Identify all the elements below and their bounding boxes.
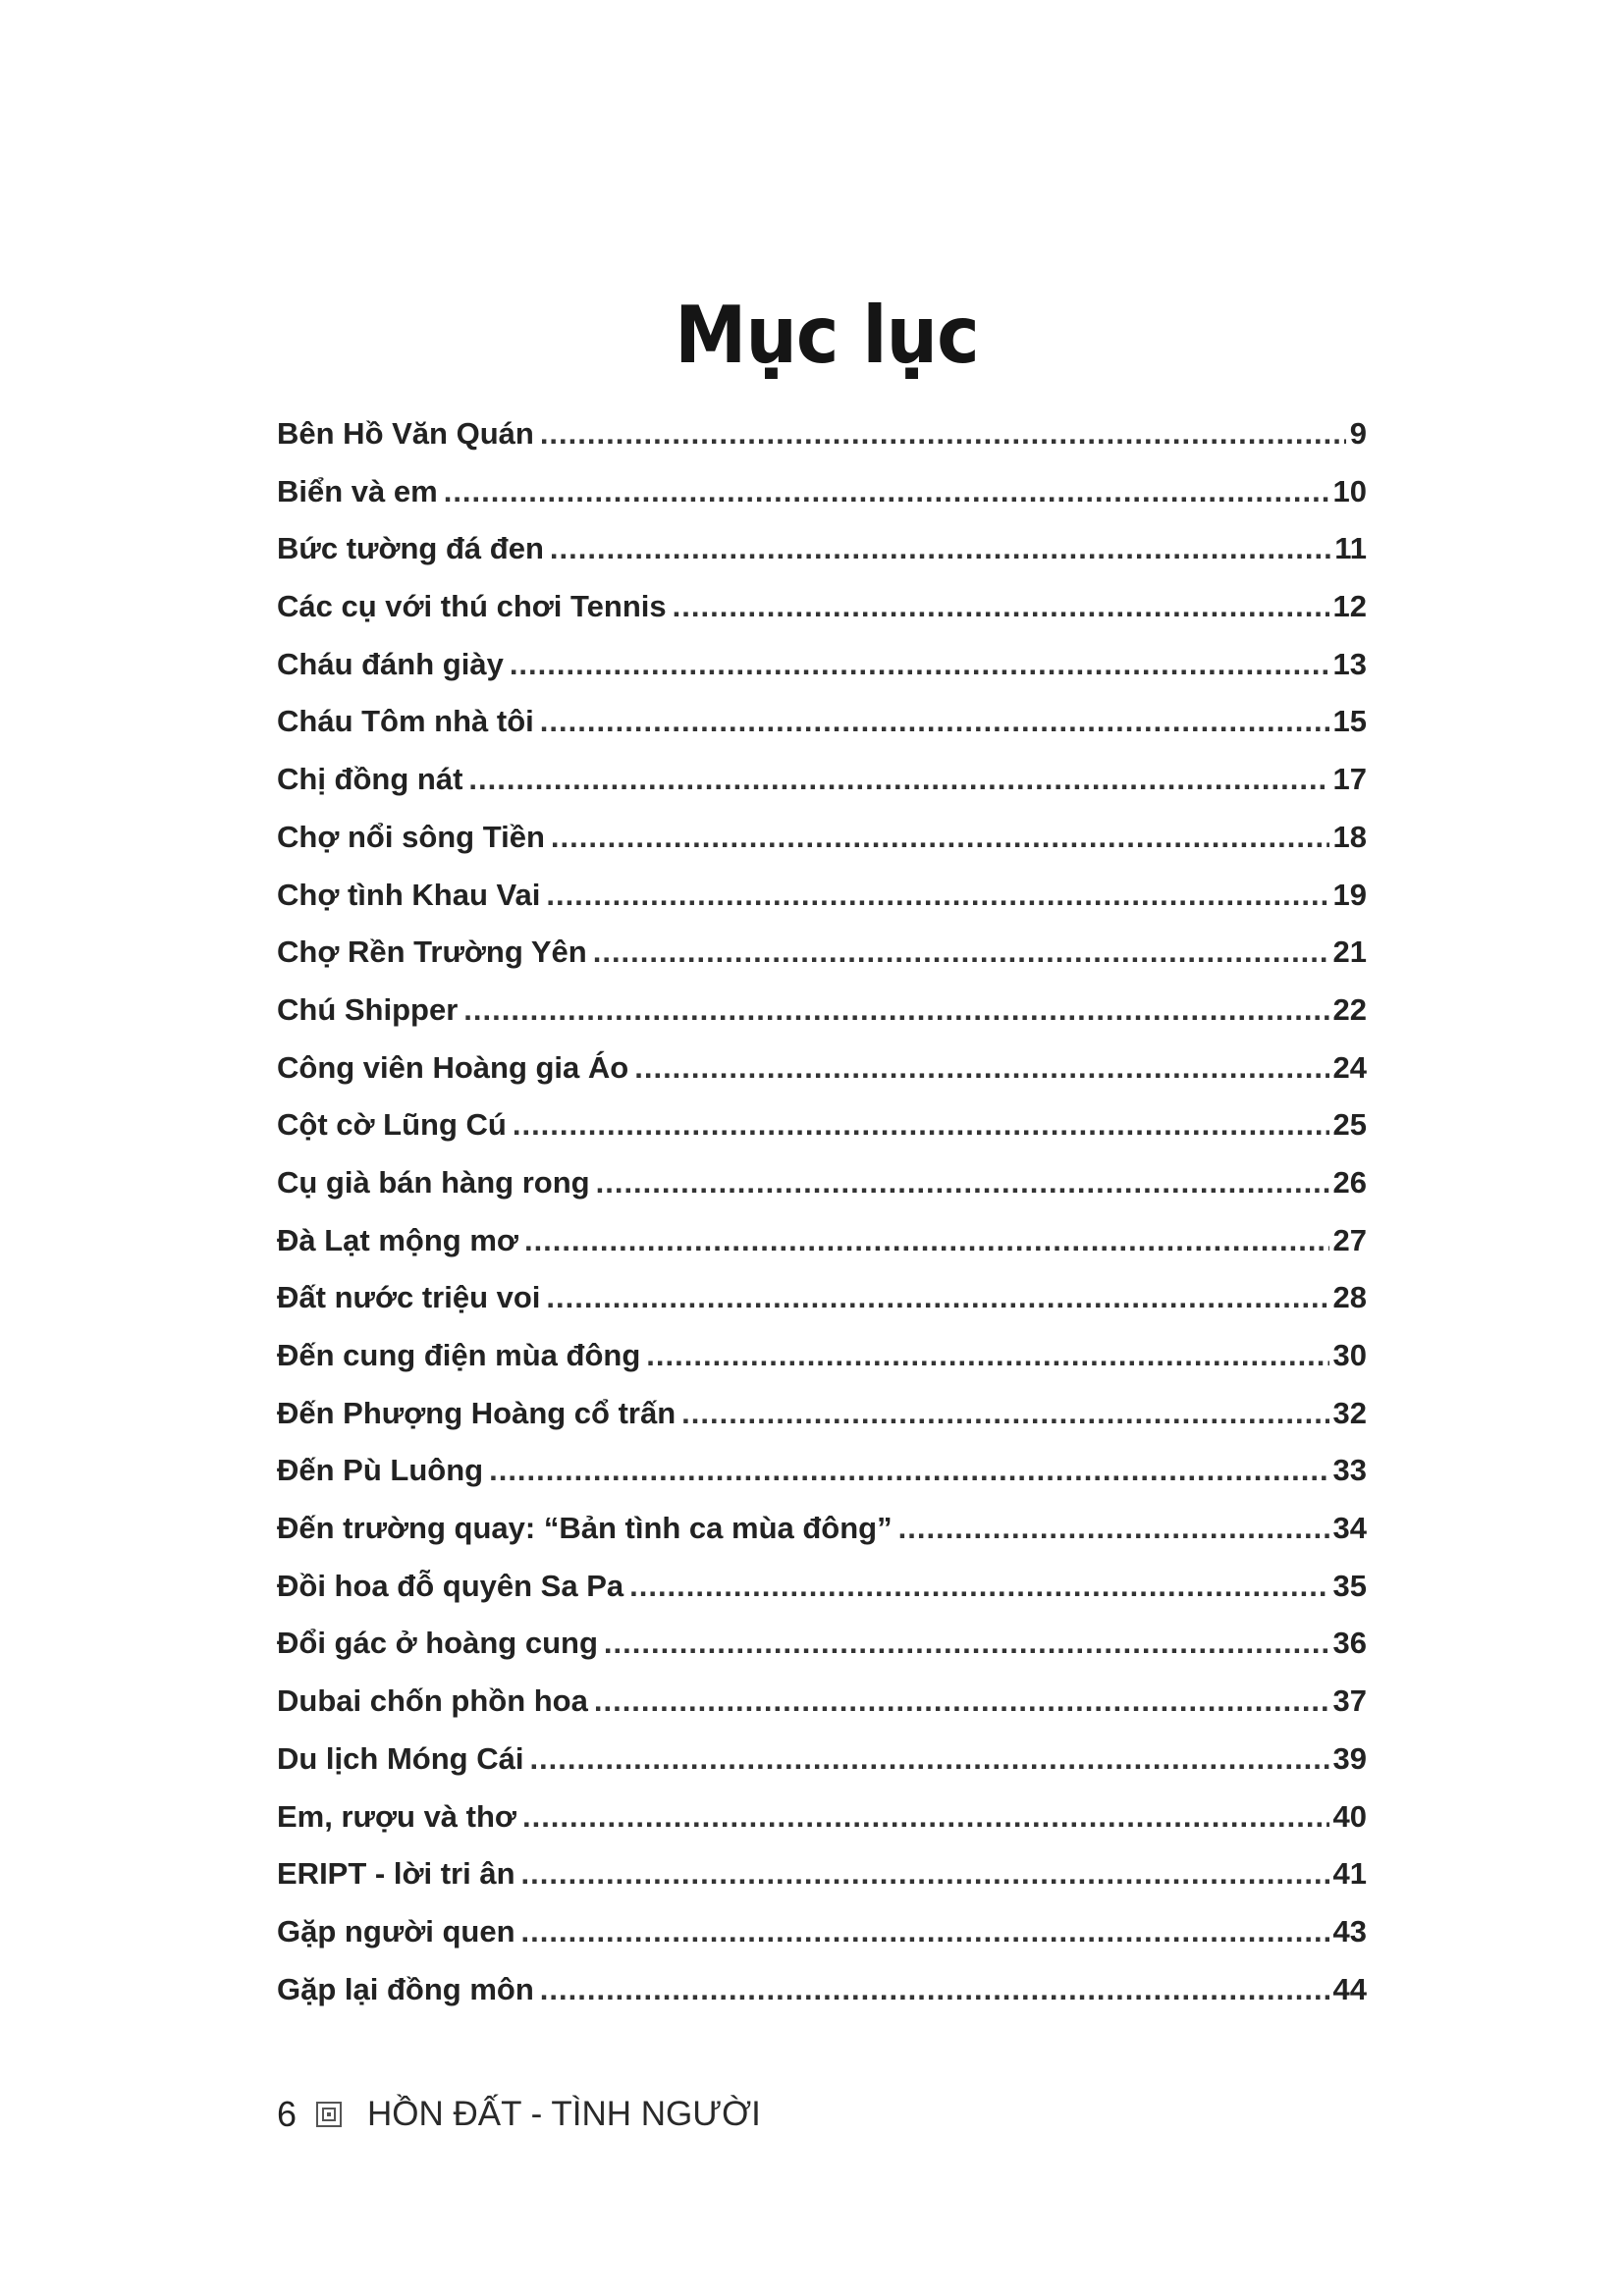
- toc-entry-title: Đà Lạt mộng mơ: [277, 1222, 518, 1257]
- toc-entry[interactable]: [277, 463, 1367, 521]
- toc-entry-title: Cháu Tôm nhà tôi: [277, 704, 534, 739]
- page-footer: [277, 2087, 761, 2142]
- toc-entry-title: Em, rượu và thơ: [277, 1798, 516, 1834]
- toc-entry-page: 30: [1332, 1338, 1367, 1372]
- footer-page-number: 6: [277, 2094, 298, 2134]
- toc-entry[interactable]: [277, 1615, 1367, 1673]
- toc-entry-title: Đổi gác ở hoàng cung: [277, 1626, 598, 1661]
- toc-dot-leader: [468, 751, 1328, 809]
- toc-dot-leader: [593, 924, 1329, 982]
- toc-dot-leader: [522, 1789, 1329, 1846]
- toc-entry-page: 26: [1332, 1164, 1367, 1200]
- toc-entry[interactable]: [277, 1903, 1367, 1961]
- toc-entry-title: Cột cờ Lũng Cú: [277, 1107, 507, 1143]
- toc-entry-page: 12: [1332, 589, 1367, 624]
- toc-entry-page: 43: [1332, 1913, 1367, 1949]
- toc-entry-page: 44: [1332, 1971, 1367, 2006]
- toc-dot-leader: [521, 1845, 1329, 1903]
- toc-dot-leader: [594, 1673, 1329, 1731]
- toc-dot-leader: [540, 693, 1329, 751]
- toc-entry-page: 13: [1332, 646, 1367, 681]
- toc-entry-page: 21: [1332, 934, 1367, 970]
- toc-entry[interactable]: [277, 1327, 1367, 1385]
- toc-entry-title: Cháu đánh giày: [277, 646, 504, 681]
- toc-entry-title: Chú Shipper: [277, 991, 459, 1027]
- toc-dot-leader: [513, 1096, 1329, 1154]
- toc-entry-title: Gặp lại đồng môn: [277, 1971, 534, 2006]
- toc-entry-page: 24: [1332, 1049, 1367, 1085]
- toc-dot-leader: [463, 982, 1328, 1040]
- table-of-contents: [277, 405, 1367, 2018]
- toc-entry-page: 10: [1332, 473, 1367, 508]
- toc-entry-title: Bức tường đá đen: [277, 531, 544, 566]
- toc-dot-leader: [529, 1731, 1328, 1789]
- toc-entry-title: Các cụ với thú chơi Tennis: [277, 589, 667, 624]
- toc-entry-page: 35: [1332, 1568, 1367, 1603]
- toc-entry-page: 25: [1332, 1107, 1367, 1143]
- toc-entry[interactable]: [277, 1845, 1367, 1903]
- toc-entry[interactable]: [277, 924, 1367, 982]
- toc-dot-leader: [634, 1040, 1328, 1097]
- toc-entry-page: 34: [1332, 1511, 1367, 1546]
- toc-dot-leader: [521, 1903, 1329, 1961]
- toc-entry-page: 19: [1332, 877, 1367, 912]
- toc-entry[interactable]: [277, 1096, 1367, 1154]
- toc-entry[interactable]: [277, 636, 1367, 694]
- toc-entry-page: 33: [1332, 1453, 1367, 1488]
- toc-entry[interactable]: [277, 1269, 1367, 1327]
- toc-entry-page: 18: [1332, 819, 1367, 854]
- toc-entry[interactable]: [277, 982, 1367, 1040]
- toc-entry-page: 11: [1334, 531, 1367, 566]
- toc-entry[interactable]: [277, 1500, 1367, 1558]
- toc-entry[interactable]: [277, 1385, 1367, 1443]
- toc-entry[interactable]: [277, 1558, 1367, 1616]
- toc-entry[interactable]: [277, 1442, 1367, 1500]
- toc-entry-title: Đến Pù Luông: [277, 1453, 484, 1488]
- square-ornament-icon: [316, 2102, 342, 2127]
- toc-entry[interactable]: [277, 1789, 1367, 1846]
- toc-entry-title: Chợ Rền Trường Yên: [277, 934, 587, 970]
- toc-dot-leader: [524, 1212, 1329, 1270]
- toc-entry-title: Đến Phượng Hoàng cổ trấn: [277, 1395, 677, 1430]
- toc-dot-leader: [673, 578, 1329, 636]
- toc-entry-title: Đến trường quay: “Bản tình ca mùa đông”: [277, 1511, 893, 1546]
- toc-entry-page: 40: [1332, 1798, 1367, 1834]
- toc-entry[interactable]: [277, 751, 1367, 809]
- toc-entry-page: 27: [1332, 1222, 1367, 1257]
- toc-entry-title: Chợ nổi sông Tiền: [277, 819, 545, 854]
- toc-entry-page: 15: [1332, 704, 1367, 739]
- toc-entry[interactable]: [277, 1040, 1367, 1097]
- toc-entry-page: 17: [1332, 762, 1367, 797]
- toc-entry-title: Chợ tình Khau Vai: [277, 877, 541, 912]
- toc-entry-page: 41: [1332, 1856, 1367, 1892]
- toc-dot-leader: [629, 1558, 1328, 1616]
- toc-entry-title: Du lịch Móng Cái: [277, 1740, 524, 1776]
- toc-entry[interactable]: [277, 405, 1367, 463]
- toc-entry[interactable]: [277, 1731, 1367, 1789]
- toc-dot-leader: [540, 405, 1346, 463]
- toc-dot-leader: [489, 1442, 1328, 1500]
- toc-entry-title: Dubai chốn phồn hoa: [277, 1683, 588, 1719]
- toc-entry-page: 39: [1332, 1740, 1367, 1776]
- toc-entry-page: 28: [1332, 1280, 1367, 1315]
- toc-dot-leader: [546, 1269, 1328, 1327]
- toc-entry-title: Chị đồng nát: [277, 762, 463, 797]
- toc-dot-leader: [551, 809, 1329, 867]
- toc-entry-page: 9: [1349, 416, 1367, 451]
- toc-entry-title: ERIPT - lời tri ân: [277, 1856, 515, 1892]
- toc-entry[interactable]: [277, 578, 1367, 636]
- toc-entry[interactable]: [277, 1673, 1367, 1731]
- toc-entry[interactable]: [277, 1212, 1367, 1270]
- toc-dot-leader: [596, 1154, 1329, 1212]
- toc-entry[interactable]: [277, 809, 1367, 867]
- toc-entry[interactable]: [277, 520, 1367, 578]
- toc-entry-title: Công viên Hoàng gia Áo: [277, 1049, 629, 1085]
- toc-entry-title: Biển và em: [277, 473, 438, 508]
- toc-entry-page: 22: [1332, 991, 1367, 1027]
- toc-entry[interactable]: [277, 693, 1367, 751]
- toc-dot-leader: [604, 1615, 1329, 1673]
- toc-dot-leader: [444, 463, 1329, 521]
- toc-entry-title: Đất nước triệu voi: [277, 1280, 541, 1315]
- toc-dot-leader: [510, 636, 1329, 694]
- toc-entry-title: Bên Hồ Văn Quán: [277, 416, 534, 451]
- toc-entry[interactable]: [277, 867, 1367, 925]
- footer-book-title: HỒN ĐẤT - TÌNH NGƯỜI: [367, 2095, 761, 2133]
- toc-entry-title: Đồi hoa đỗ quyên Sa Pa: [277, 1568, 624, 1603]
- toc-entry-page: 32: [1332, 1395, 1367, 1430]
- toc-entry-title: Cụ già bán hàng rong: [277, 1164, 590, 1200]
- toc-entry-title: Gặp người quen: [277, 1913, 515, 1949]
- toc-dot-leader: [898, 1500, 1329, 1558]
- toc-entry-page: 37: [1332, 1683, 1367, 1719]
- toc-dot-leader: [540, 1961, 1329, 2019]
- toc-entry[interactable]: [277, 1154, 1367, 1212]
- toc-entry-page: 36: [1332, 1626, 1367, 1661]
- toc-dot-leader: [546, 867, 1328, 925]
- toc-entry[interactable]: [277, 1961, 1367, 2019]
- toc-dot-leader: [646, 1327, 1328, 1385]
- toc-dot-leader: [550, 520, 1330, 578]
- page-title: Mục lục: [675, 289, 979, 381]
- toc-dot-leader: [681, 1385, 1328, 1443]
- toc-entry-title: Đến cung điện mùa đông: [277, 1338, 641, 1372]
